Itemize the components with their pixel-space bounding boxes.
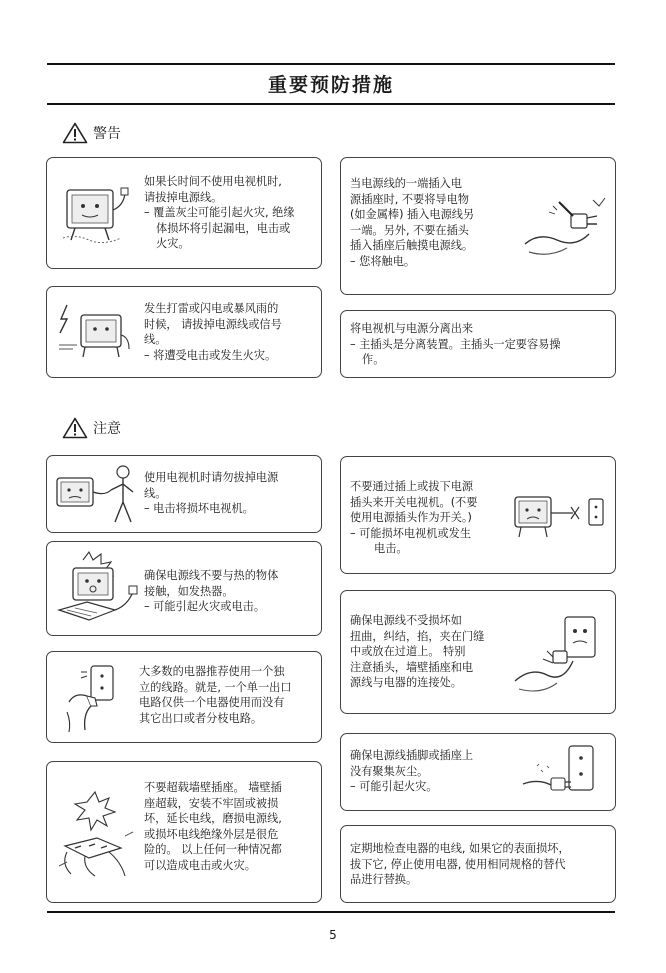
bottom-rule [47, 911, 615, 913]
card-text: 如果长时间不使用电视机时, 请拔掉电源线。 – 覆盖灰尘可能引起火灾, 绝缘 体损坏将引起漏电，电击或 火灾。 [144, 175, 295, 250]
card-text: 确保电源线不受损坏如 扭曲，纠结，掐，夹在门缝 中或放在过道上。 特别 注意插头，墙壁插座和电 源线与电器的连接处。 [350, 614, 485, 689]
caution-triangle-icon [62, 417, 88, 439]
caution-card-heat-source [46, 541, 322, 636]
caution-card-overload-outlet [46, 761, 322, 903]
damaged-cord-socket-illustration-icon [507, 611, 607, 701]
caution-card-inspect-cord [340, 825, 616, 903]
warning-label: 警告 [93, 126, 121, 142]
caution-label: 注意 [93, 421, 121, 437]
tv-plug-socket-illustration-icon [511, 491, 607, 543]
card-text: 不要通过插上或拔下电源 插头来开关电视机。(不要 使用电源插头作为开关。) – 可能损坏电视机或发生 电击。 [350, 480, 478, 555]
card-text: 确保电源线插脚或插座上 没有聚集灰尘。 – 可能引起火灾。 [350, 749, 474, 793]
warning-card-disconnect-power [340, 310, 616, 378]
plug-metal-rod-illustration-icon [519, 192, 609, 262]
card-text: 当电源线的一端插入电 源插座时, 不要将导电物 (如金属棒) 插入电源线另 一端。另外, 不要在插头 插入插座后触摸电源线。 – 您将触电。 [350, 177, 475, 268]
warning-card-unplug-long-time [46, 157, 322, 269]
caution-card-plug-not-switch [340, 456, 616, 574]
page-title: 重要预防措施 [267, 74, 394, 96]
tv-dust-illustration-icon [55, 180, 133, 250]
card-text: 确保电源线不要与热的物体 接触，如发热器。 – 可能引起火灾或电击。 [144, 569, 279, 613]
tv-lightning-illustration-icon [55, 301, 133, 363]
heater-cord-illustration-icon [53, 550, 141, 630]
card-text: 发生打雷或闪电或暴风雨的 时候， 请拔掉电源线或信号 线。 – 将遭受电击或发生火灾。 [144, 302, 282, 362]
warning-heading [62, 122, 121, 144]
card-text: 使用电视机时请勿拔掉电源 线。 – 电击将损坏电视机。 [144, 471, 279, 515]
dusty-socket-illustration-icon [517, 740, 607, 806]
card-text: 大多数的电器推荐使用一个独 立的线路。就是, 一个单一出口 电路仅供一个电器使用而没有 其它出口或者分枝电路。 [139, 665, 292, 725]
caution-card-cord-damage [340, 590, 616, 714]
hand-plug-illustration-icon [61, 662, 131, 736]
card-text: 定期地检查电器的电线, 如果它的表面损坏， 拔下它, 停止使用电器, 使用相同规格的替代 品进行替换。 [350, 842, 570, 886]
top-rule [47, 63, 615, 65]
card-text: 将电视机与电源分离出来 – 主插头是分离装置。主插头一定要容易操 作。 [350, 322, 561, 366]
page-number: 5 [329, 928, 337, 942]
title-underline [47, 103, 615, 105]
caution-card-dedicated-circuit [46, 651, 322, 743]
warning-triangle-icon [62, 122, 88, 144]
caution-heading [62, 417, 121, 439]
warning-card-metal-object [340, 157, 616, 295]
caution-card-no-unplug-during-use [46, 455, 322, 533]
overloaded-outlet-illustration-icon [55, 786, 139, 884]
person-pulling-plug-illustration-icon [53, 462, 139, 528]
card-text: 不要超载墙壁插座。 墙壁插 座超载，安装不牢固或被损 坏，延长电线，磨损电源线, 或损坏电线绝缘外层是很危 险的。 以上任何一种情况都 可以造成电击或火灾。 [144, 781, 282, 872]
caution-card-dust-free-plug [340, 733, 616, 811]
warning-card-thunderstorm [46, 286, 322, 378]
